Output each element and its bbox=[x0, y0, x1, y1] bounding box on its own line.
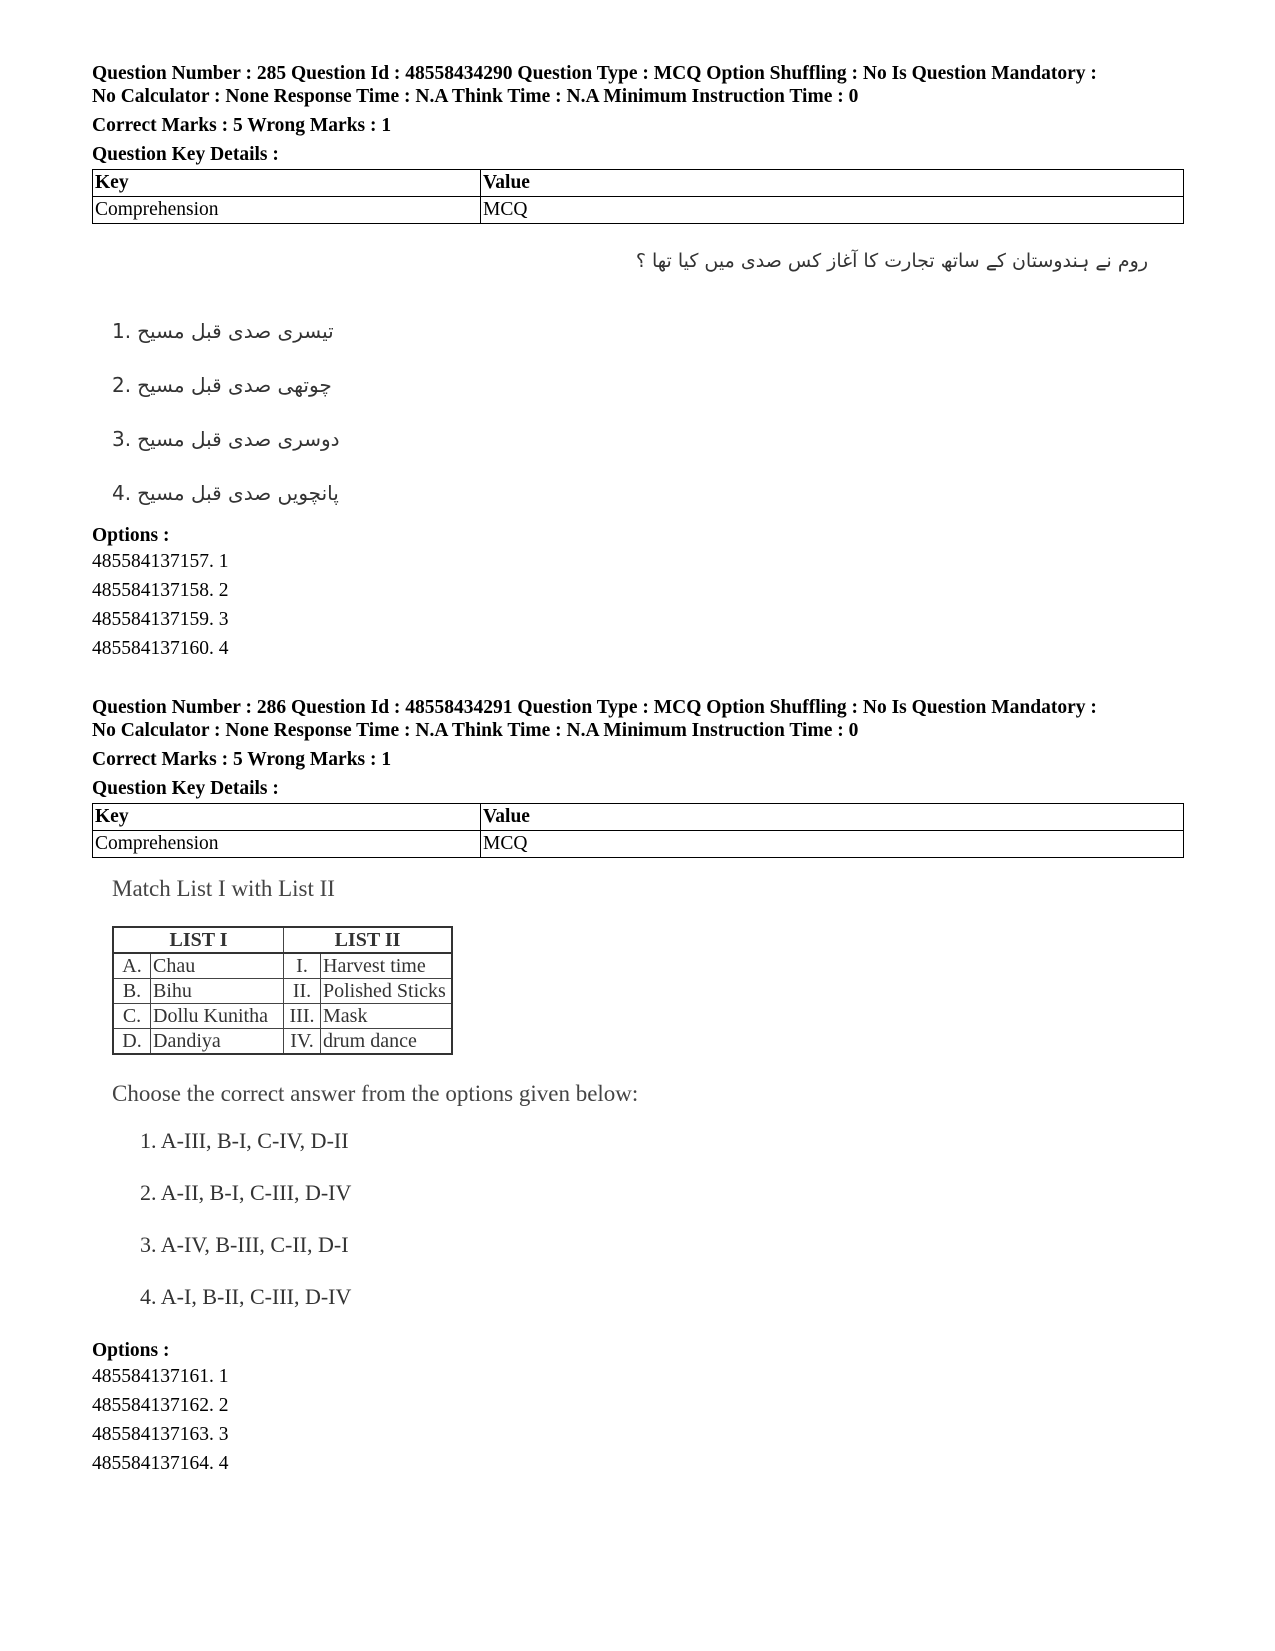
options-label: Options : bbox=[92, 525, 170, 546]
document-page bbox=[92, 62, 1192, 1478]
option-number: 2. bbox=[112, 373, 132, 397]
list-one-item: Chau bbox=[151, 953, 284, 979]
value-header: Value bbox=[481, 170, 1184, 197]
question-option bbox=[112, 412, 1192, 466]
list-one-header: LIST I bbox=[113, 927, 284, 953]
question-meta-line1: Question Number : 286 Question Id : 48558434291 Question Type : MCQ Option Shuffling : No Is Question Mandatory : bbox=[92, 697, 1097, 718]
match-table bbox=[112, 926, 453, 1055]
question-285 bbox=[92, 62, 1192, 663]
question-meta-line2: No Calculator : None Response Time : N.A Think Time : N.A Minimum Instruction Time : 0 bbox=[92, 86, 859, 107]
question-meta-line1: Question Number : 285 Question Id : 48558434290 Question Type : MCQ Option Shuffling : No Is Question Mandatory : bbox=[92, 63, 1097, 84]
question-option-list bbox=[112, 304, 1192, 520]
key-cell: Comprehension bbox=[93, 831, 481, 858]
list-two-label: I. bbox=[284, 953, 321, 979]
key-details-table bbox=[92, 803, 1184, 858]
match-table-header-row bbox=[113, 927, 452, 953]
list-one-item: Bihu bbox=[151, 979, 284, 1004]
option-id-line: 485584137161. 1 bbox=[92, 1366, 229, 1387]
list-one-label: B. bbox=[113, 979, 151, 1004]
key-details-table bbox=[92, 169, 1184, 224]
table-header-row bbox=[93, 804, 1184, 831]
key-details-label: Question Key Details : bbox=[92, 778, 279, 799]
list-two-item: drum dance bbox=[321, 1029, 453, 1055]
option-id-line: 485584137163. 3 bbox=[92, 1424, 229, 1445]
question-option bbox=[112, 358, 1192, 412]
option-id-line: 485584137164. 4 bbox=[92, 1453, 229, 1474]
option-text: تیسری صدی قبل مسیح bbox=[137, 319, 334, 343]
list-two-label: IV. bbox=[284, 1029, 321, 1055]
key-details-label: Question Key Details : bbox=[92, 144, 279, 165]
key-header: Key bbox=[93, 804, 481, 831]
table-row bbox=[113, 953, 452, 979]
option-text: دوسری صدی قبل مسیح bbox=[137, 427, 340, 451]
question-instruction: Match List I with List II bbox=[112, 876, 335, 901]
question-option: 4. A-I, B-II, C-III, D-IV bbox=[140, 1284, 352, 1309]
list-two-item: Mask bbox=[321, 1004, 453, 1029]
option-text: چوتھی صدی قبل مسیح bbox=[137, 373, 332, 397]
option-text: پانچویں صدی قبل مسیح bbox=[137, 481, 339, 505]
question-option bbox=[112, 304, 1192, 358]
question-text-urdu: روم نے ہندوستان کے ساتھ تجارت کا آغاز کس صدی میں کیا تھا ؟ bbox=[635, 250, 1148, 272]
list-two-label: III. bbox=[284, 1004, 321, 1029]
option-number: 3. bbox=[112, 427, 132, 451]
list-two-item: Polished Sticks bbox=[321, 979, 453, 1004]
value-header: Value bbox=[481, 804, 1184, 831]
table-row bbox=[93, 197, 1184, 224]
table-row bbox=[113, 1029, 452, 1055]
choose-instruction: Choose the correct answer from the options given below: bbox=[112, 1081, 639, 1106]
list-one-label: A. bbox=[113, 953, 151, 979]
list-one-label: C. bbox=[113, 1004, 151, 1029]
option-number: 1. bbox=[112, 319, 132, 343]
question-286 bbox=[92, 696, 1192, 1478]
table-row bbox=[93, 831, 1184, 858]
option-id-line: 485584137162. 2 bbox=[92, 1395, 229, 1416]
list-one-label: D. bbox=[113, 1029, 151, 1055]
question-option bbox=[112, 466, 1192, 520]
list-one-item: Dandiya bbox=[151, 1029, 284, 1055]
question-option: 1. A-III, B-I, C-IV, D-II bbox=[140, 1128, 349, 1153]
option-id-line: 485584137159. 3 bbox=[92, 609, 229, 630]
value-cell: MCQ bbox=[481, 197, 1184, 224]
question-option: 3. A-IV, B-III, C-II, D-I bbox=[140, 1232, 349, 1257]
table-header-row bbox=[93, 170, 1184, 197]
options-label: Options : bbox=[92, 1340, 170, 1361]
table-row bbox=[113, 1004, 452, 1029]
option-id-line: 485584137160. 4 bbox=[92, 638, 229, 659]
marks-line: Correct Marks : 5 Wrong Marks : 1 bbox=[92, 115, 392, 136]
question-meta-line2: No Calculator : None Response Time : N.A Think Time : N.A Minimum Instruction Time : 0 bbox=[92, 720, 859, 741]
value-cell: MCQ bbox=[481, 831, 1184, 858]
key-cell: Comprehension bbox=[93, 197, 481, 224]
question-option-list bbox=[140, 1127, 1192, 1335]
option-number: 4. bbox=[112, 481, 132, 505]
option-id-line: 485584137157. 1 bbox=[92, 551, 229, 572]
list-two-header: LIST II bbox=[284, 927, 453, 953]
question-content bbox=[112, 874, 1192, 1335]
question-option: 2. A-II, B-I, C-III, D-IV bbox=[140, 1180, 352, 1205]
list-two-item: Harvest time bbox=[321, 953, 453, 979]
table-row bbox=[113, 979, 452, 1004]
option-id-line: 485584137158. 2 bbox=[92, 580, 229, 601]
key-header: Key bbox=[93, 170, 481, 197]
list-one-item: Dollu Kunitha bbox=[151, 1004, 284, 1029]
list-two-label: II. bbox=[284, 979, 321, 1004]
marks-line: Correct Marks : 5 Wrong Marks : 1 bbox=[92, 749, 392, 770]
